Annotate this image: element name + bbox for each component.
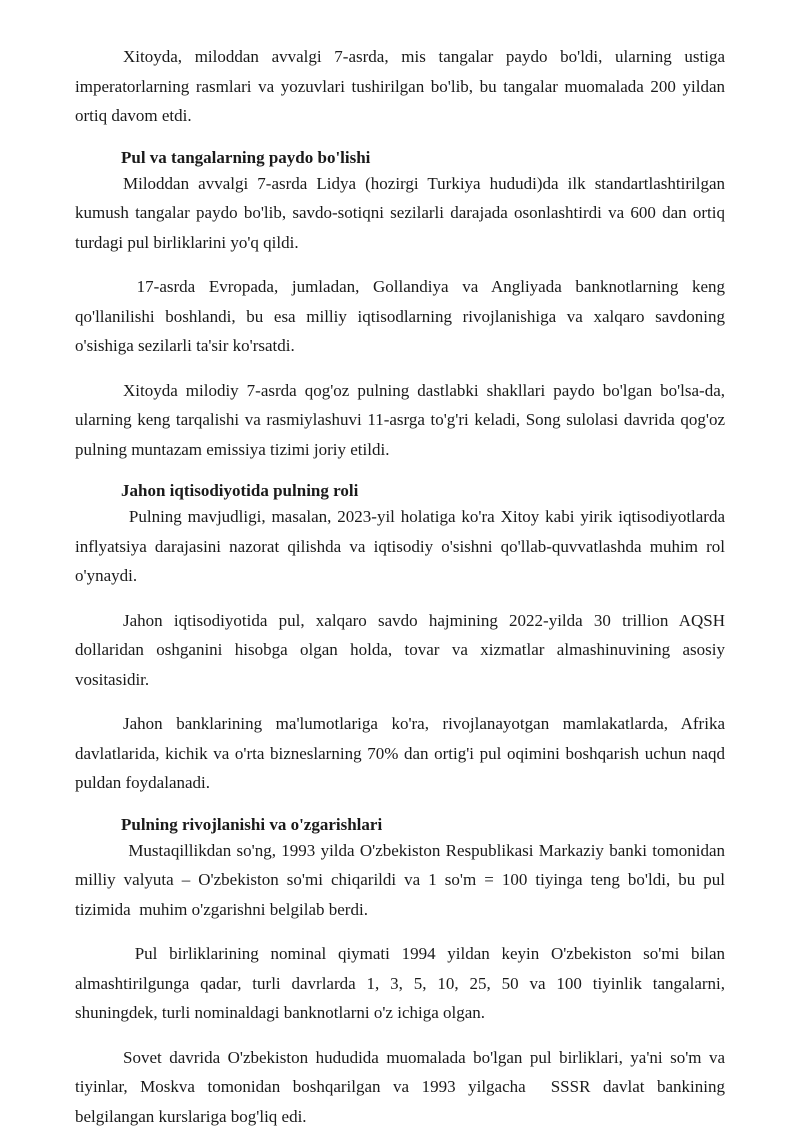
paragraph-national-currency: Mustaqillikdan so'ng, 1993 yilda O'zbekiston Respublikasi Markaziy banki tomonidan milliy valyuta – O'zbekiston so'mi chiqarildi va 1 so'm = 100 tiyinga teng bo'ldi, bu pul tizimida muhim o'zgarishni belgilab berdi.	[75, 836, 725, 925]
intro-paragraph: Xitoyda, miloddan avvalgi 7-asrda, mis tangalar paydo bo'ldi, ularning ustiga imperatorlarning rasmlari va yozuvlari tushirilgan bo'lib, bu tangalar muomalada 200 yildan ortiq davom etdi.	[75, 42, 725, 131]
section-heading-development: Pulning rivojlanishi va o'zgarishlari	[75, 814, 725, 836]
paragraph-paper-money-china: Xitoyda milodiy 7-asrda qog'oz pulning dastlabki shakllari paydo bo'lgan bo'lsa-da, ularning keng tarqalishi va rasmiylashuvi 11-asrga to'g'ri keladi, Song sulolasi davrida qog'oz pulning muntazam emissiya tizimi joriy etildi.	[75, 376, 725, 465]
section-heading-world-economy: Jahon iqtisodiyotida pulning roli	[75, 480, 725, 502]
section-heading-origin: Pul va tangalarning paydo bo'lishi	[75, 147, 725, 169]
paragraph-cash-usage: Jahon banklarining ma'lumotlariga ko'ra, rivojlanayotgan mamlakatlarda, Afrika davlatlarida, kichik va o'rta bizneslarning 70% dan ortig'i pul oqimini boshqarish uchun naqd puldan foydalanadi.	[75, 709, 725, 798]
paragraph-banknotes-europe: 17-asrda Evropada, jumladan, Gollandiya va Angliyada banknotlarning keng qo'llanilishi boshlandi, bu esa milliy iqtisodlarning rivojlanishiga va xalqaro savdoning o'sishiga sezilarli ta'sir ko'rsatdi.	[75, 272, 725, 361]
paragraph-soviet-period: Sovet davrida O'zbekiston hududida muomalada bo'lgan pul birliklari, ya'ni so'm va tiyinlar, Moskva tomonidan boshqarilgan va 1993 yilgacha SSSR davlat bankining belgilangan kurslariga bog'liq edi.	[75, 1043, 725, 1131]
paragraph-denominations: Pul birliklarining nominal qiymati 1994 yildan keyin O'zbekiston so'mi bilan almashtirilgunga qadar, turli davrlarda 1, 3, 5, 10, 25, 50 va 100 tiyinlik tangalarni, shuningdek, turli nominaldagi banknotlarni o'z ichiga olgan.	[75, 939, 725, 1028]
document-page	[75, 42, 725, 1131]
paragraph-lydia-coins: Miloddan avvalgi 7-asrda Lidya (hozirgi Turkiya hududi)da ilk standartlashtirilgan kumush tangalar paydo bo'lib, savdo-sotiqni sezilarli darajada osonlashtirdi va 600 dan ortiq turdagi pul birliklarini yo'q qildi.	[75, 169, 725, 258]
paragraph-trade-volume: Jahon iqtisodiyotida pul, xalqaro savdo hajmining 2022-yilda 30 trillion AQSH dollaridan oshganini hisobga olgan holda, tovar va xizmatlar almashinuvining asosiy vositasidir.	[75, 606, 725, 695]
paragraph-inflation-control: Pulning mavjudligi, masalan, 2023-yil holatiga ko'ra Xitoy kabi yirik iqtisodiyotlarda inflyatsiya darajasini nazorat qilishda va iqtisodiy o'sishni qo'llab-quvvatlashda muhim rol o'ynaydi.	[75, 502, 725, 591]
